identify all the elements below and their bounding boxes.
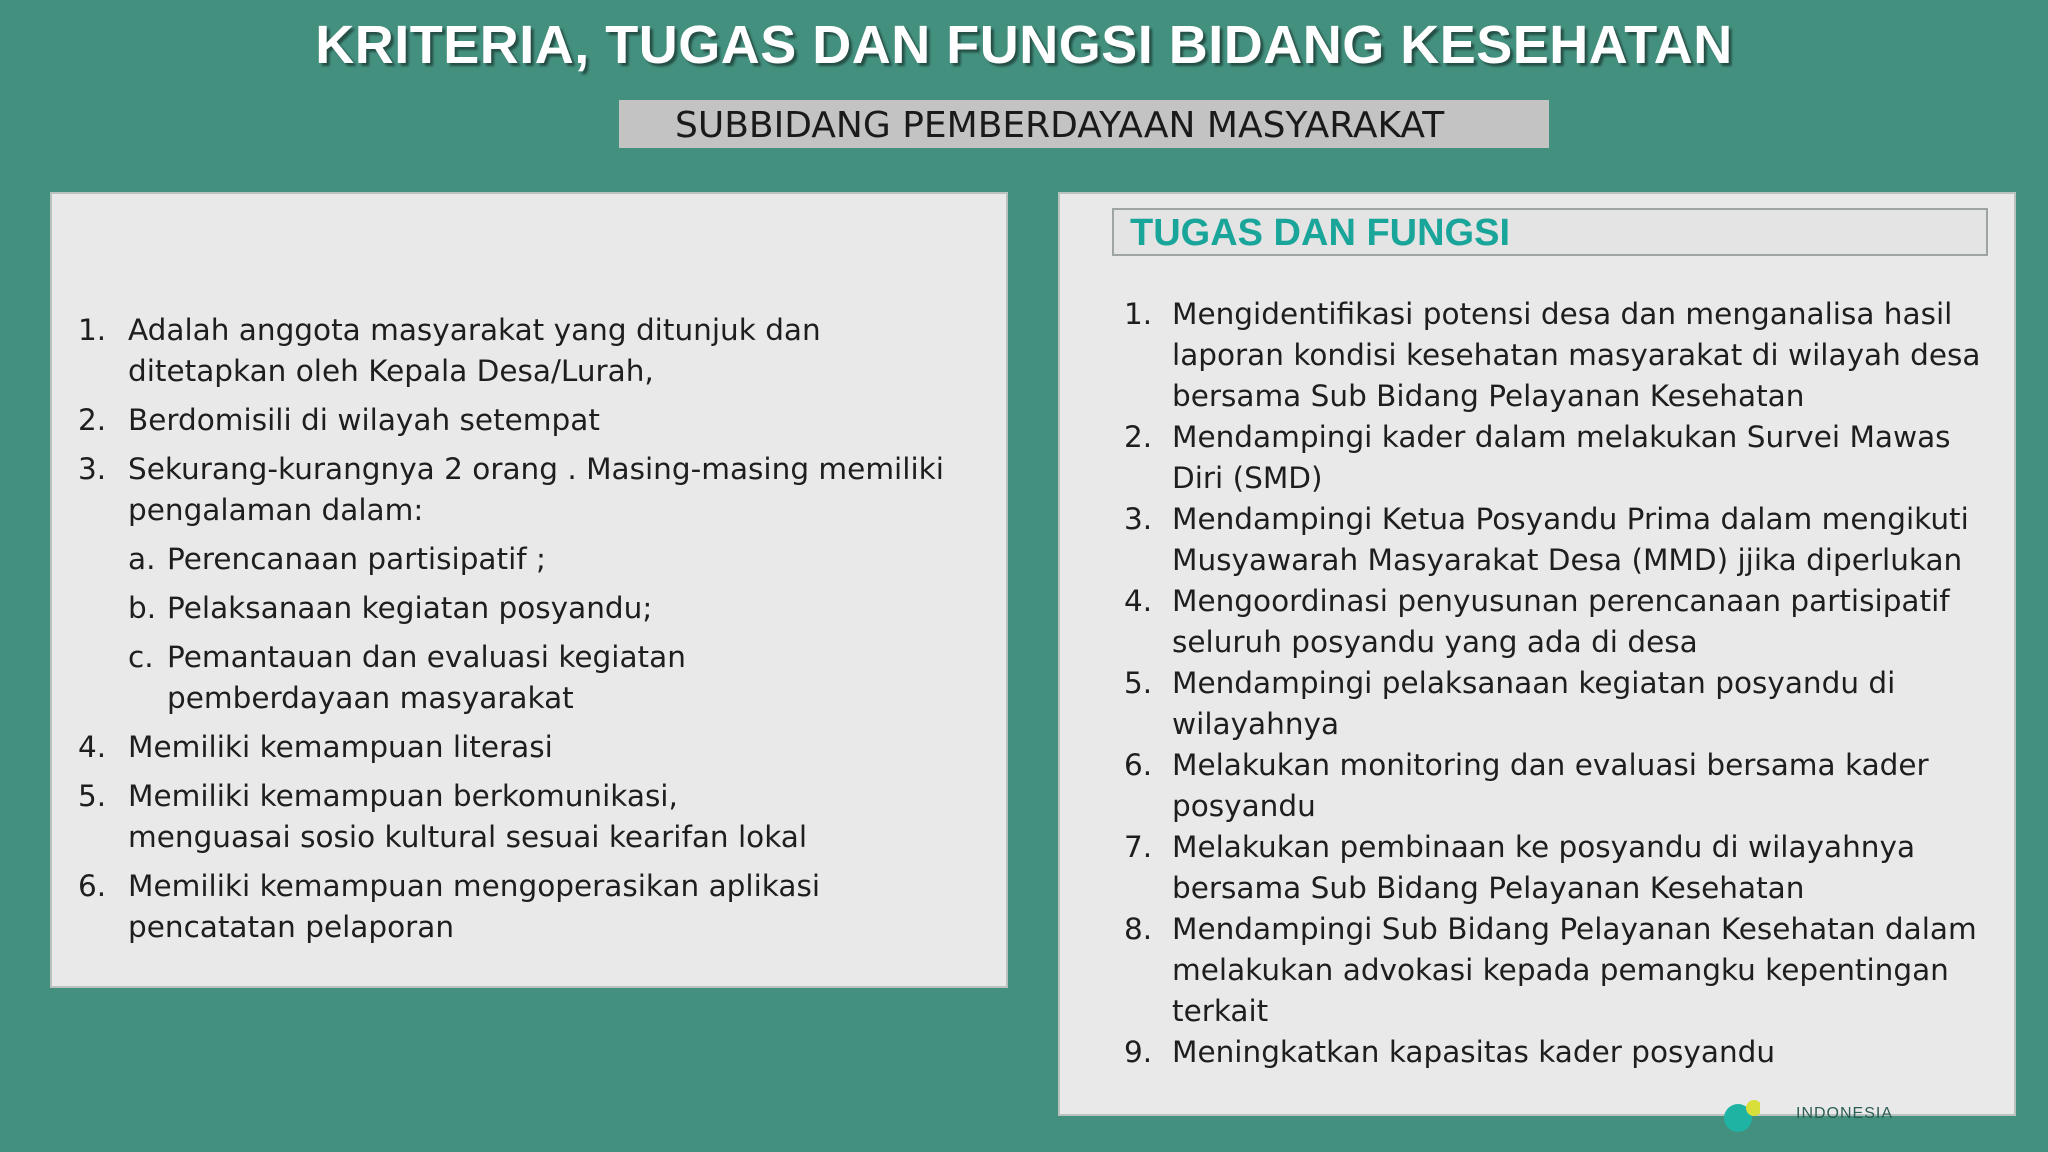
list-item — [1124, 417, 2004, 499]
item-text: Mengidentifikasi potensi desa dan menganalisa hasil laporan kondisi kesehatan masyarakat di wilayah desa bersama Sub Bidang Pelayanan Kesehatan — [1172, 297, 1981, 413]
item-text: Melakukan monitoring dan evaluasi bersama kader posyandu — [1172, 748, 1929, 823]
item-text: Mendampingi kader dalam melakukan Survei Mawas Diri (SMD) — [1172, 420, 1951, 495]
item-number: 3. — [78, 452, 107, 486]
item-number: 5. — [78, 779, 107, 813]
item-text: Mendampingi Sub Bidang Pelayanan Kesehatan dalam melakukan advokasi kepada pemangku kepentingan terkait — [1172, 912, 1977, 1028]
sub-item-letter: c. — [128, 640, 154, 674]
list-item — [1124, 1032, 2004, 1073]
list-item — [78, 449, 978, 719]
sub-list-item — [128, 539, 978, 580]
item-text: Mengoordinasi penyusunan perencanaan partisipatif seluruh posyandu yang ada di desa — [1172, 584, 1950, 659]
criteria-panel — [50, 192, 1008, 988]
list-item — [1124, 909, 2004, 1032]
list-item — [1124, 663, 2004, 745]
list-item — [78, 400, 978, 441]
page-subtitle: SUBBIDANG PEMBERDAYAAN MASYARAKAT — [619, 100, 1549, 148]
list-item — [78, 310, 978, 392]
list-item — [1124, 745, 2004, 827]
item-text: Memiliki kemampuan berkomunikasi, menguasai sosio kultural sesuai kearifan lokal — [128, 779, 808, 854]
item-text: Mendampingi Ketua Posyandu Prima dalam mengikuti Musyawarah Masyarakat Desa (MMD) jjika diperlukan — [1172, 502, 1969, 577]
tasks-list — [1124, 294, 2004, 1073]
sub-list — [128, 539, 978, 719]
item-number: 6. — [1124, 748, 1153, 782]
section-header — [1112, 208, 1988, 256]
sub-item-letter: b. — [128, 591, 157, 625]
item-number: 8. — [1124, 912, 1153, 946]
item-number: 5. — [1124, 666, 1153, 700]
item-text: Berdomisili di wilayah setempat — [128, 403, 600, 437]
logo-text: INDONESIA — [1796, 1105, 1894, 1122]
item-text: Memiliki kemampuan literasi — [128, 730, 553, 764]
list-item — [78, 776, 978, 858]
item-number: 2. — [1124, 420, 1153, 454]
list-item — [78, 866, 978, 948]
section-title: TUGAS DAN FUNGSI — [1130, 212, 1510, 254]
item-number: 1. — [1124, 297, 1153, 331]
sub-item-text: Pelaksanaan kegiatan posyandu; — [167, 591, 653, 625]
criteria-list — [78, 310, 978, 956]
item-number: 6. — [78, 869, 107, 903]
item-number: 4. — [1124, 584, 1153, 618]
item-text: Sekurang-kurangnya 2 orang . Masing-masing memiliki pengalaman dalam: — [128, 452, 944, 527]
item-number: 9. — [1124, 1035, 1153, 1069]
logo-icon — [1720, 1096, 1760, 1136]
item-number: 3. — [1124, 502, 1153, 536]
sub-item-text: Perencanaan partisipatif ; — [167, 542, 546, 576]
item-number: 2. — [78, 403, 107, 437]
item-text: Mendampingi pelaksanaan kegiatan posyandu di wilayahnya — [1172, 666, 1896, 741]
list-item — [1124, 827, 2004, 909]
tasks-panel — [1058, 192, 2016, 1116]
item-text: Memiliki kemampuan mengoperasikan aplikasi pencatatan pelaporan — [128, 869, 821, 944]
item-number: 7. — [1124, 830, 1153, 864]
sub-list-item — [128, 637, 978, 719]
list-item — [1124, 499, 2004, 581]
sub-item-text: Pemantauan dan evaluasi kegiatan pemberdayaan masyarakat — [167, 640, 686, 715]
item-number: 1. — [78, 313, 107, 347]
item-number: 4. — [78, 730, 107, 764]
page-title: KRITERIA, TUGAS DAN FUNGSI BIDANG KESEHATAN — [315, 15, 1733, 75]
item-text: Adalah anggota masyarakat yang ditunjuk dan ditetapkan oleh Kepala Desa/Lurah, — [128, 313, 821, 388]
sub-list-item — [128, 588, 978, 629]
list-item — [1124, 581, 2004, 663]
list-item — [1124, 294, 2004, 417]
item-text: Meningkatkan kapasitas kader posyandu — [1172, 1035, 1776, 1069]
sub-item-letter: a. — [128, 542, 156, 576]
list-item — [78, 727, 978, 768]
item-text: Melakukan pembinaan ke posyandu di wilayahnya bersama Sub Bidang Pelayanan Kesehatan — [1172, 830, 1916, 905]
